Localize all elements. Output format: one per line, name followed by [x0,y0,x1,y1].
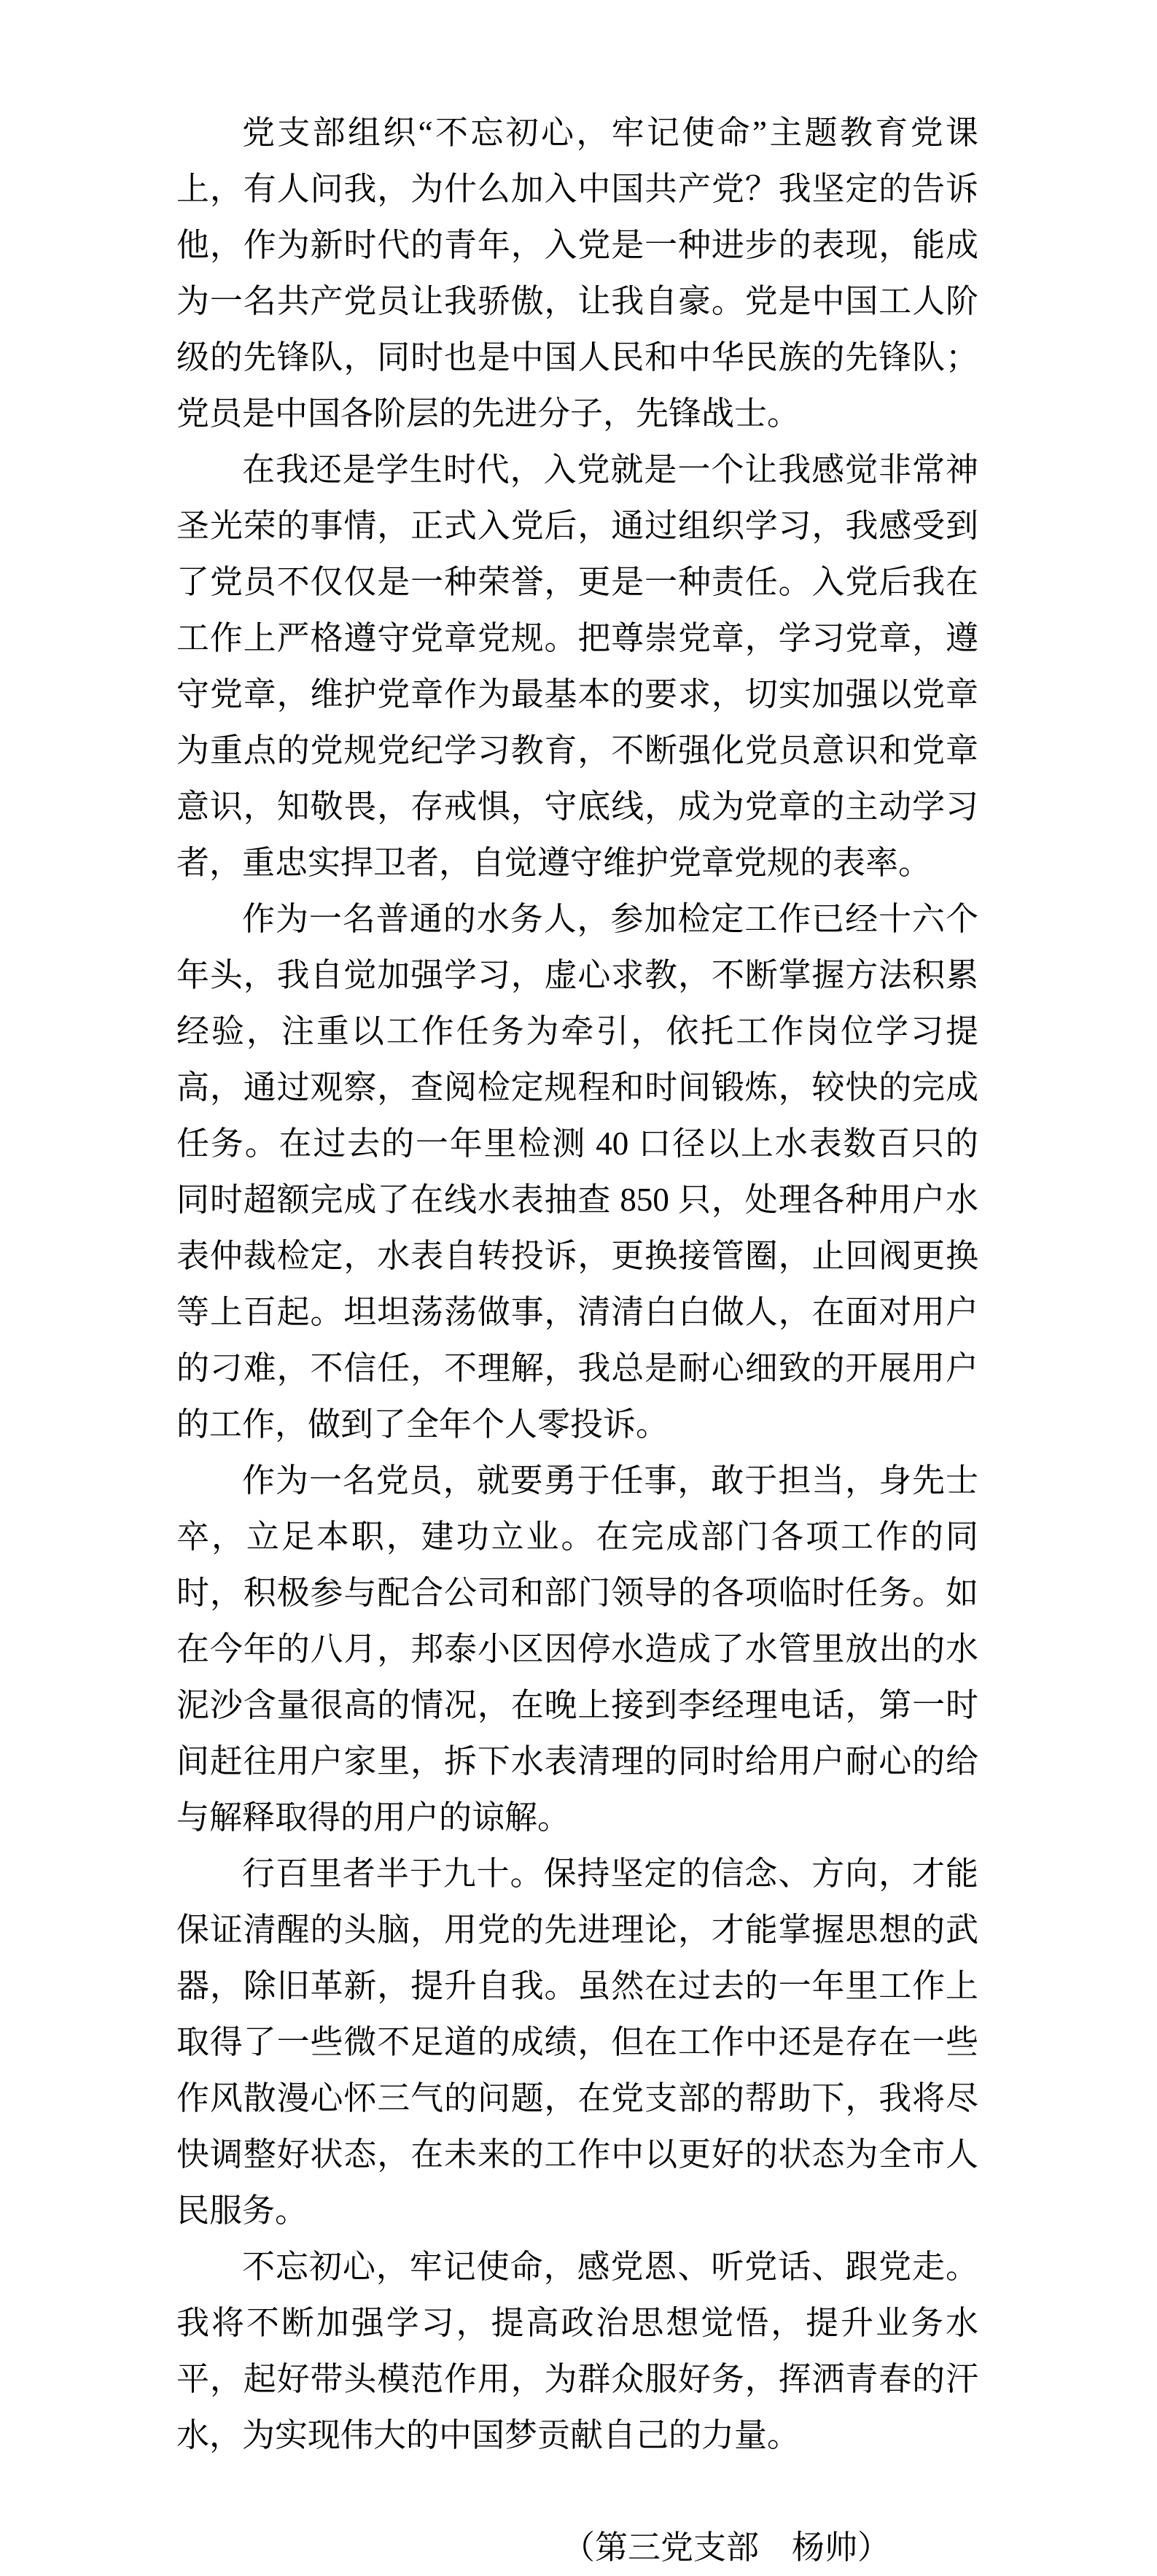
body-paragraph: 在我还是学生时代，入党就是一个让我感觉非常神圣光荣的事情，正式入党后，通过组织学习，我感受到了党员不仅仅是一种荣誉，更是一种责任。入党后我在工作上严格遵守党章党规。把尊崇党章，学习党章，遵守党章，维护党章作为最基本的要求，切实加强以党章为重点的党规党纪学习教育，不断强化党员意识和党章意识，知敬畏，存戒惧，守底线，成为党章的主动学习者，重忠实捍卫者，自觉遵守维护党章党规的表率。 [176,451,978,881]
document-body [176,105,978,2576]
signature-line: （第三党支部 杨帅） [562,2529,891,2566]
body-paragraph: 作为一名党员，就要勇于任事，敢于担当，身先士卒，立足本职，建功立业。在完成部门各项工作的同时，积极参与配合公司和部门领导的各项临时任务。如在今年的八月，邦泰小区因停水造成了水管里放出的水泥沙含量很高的情况，在晚上接到李经理电话，第一时间赶往用户家里，拆下水表清理的同时给用户耐心的给与解释取得的用户的谅解。 [176,1462,978,1836]
body-paragraph: 作为一名普通的水务人，参加检定工作已经十六个年头，我自觉加强学习，虚心求教，不断掌握方法积累经验，注重以工作任务为牵引，依托工作岗位学习提高，通过观察，查阅检定规程和时间锻炼，较快的完成任务。在过去的一年里检测 40 口径以上水表数百只的同时超额完成了在线水表抽查 850 只，处理各种用户水表仲裁检定，水表自转投诉，更换接管圈，止回阀更换等上百起。坦坦荡荡做事，清清白白做人，在面对用户的刁难，不信任，不理解，我总是耐心细致的开展用户的工作，做到了全年个人零投诉。 [176,901,978,1443]
body-paragraph: 不忘初心，牢记使命，感党恩、听党话、跟党走。我将不断加强学习，提高政治思想觉悟，提升业务水平，起好带头模范作用，为群众服好务，挥洒青春的汗水，为实现伟大的中国梦贡献自己的力量。 [176,2249,978,2453]
body-paragraph: 行百里者半于九十。保持坚定的信念、方向，才能保证清醒的头脑，用党的先进理论，才能掌握思想的武器，除旧革新，提升自我。虽然在过去的一年里工作上取得了一些微不足道的成绩，但在工作中还是存在一些作风散漫心怀三气的问题，在党支部的帮助下，我将尽快调整好状态，在未来的工作中以更好的状态为全市人民服务。 [176,1855,978,2229]
body-paragraph: 党支部组织“不忘初心，牢记使命”主题教育党课上，有人问我，为什么加入中国共产党？我坚定的告诉他，作为新时代的青年，入党是一种进步的表现，能成为一名共产党员让我骄傲，让我自豪。党是中国工人阶级的先锋队，同时也是中国人民和中华民族的先锋队；党员是中国各阶层的先进分子，先锋战士。 [176,115,978,432]
